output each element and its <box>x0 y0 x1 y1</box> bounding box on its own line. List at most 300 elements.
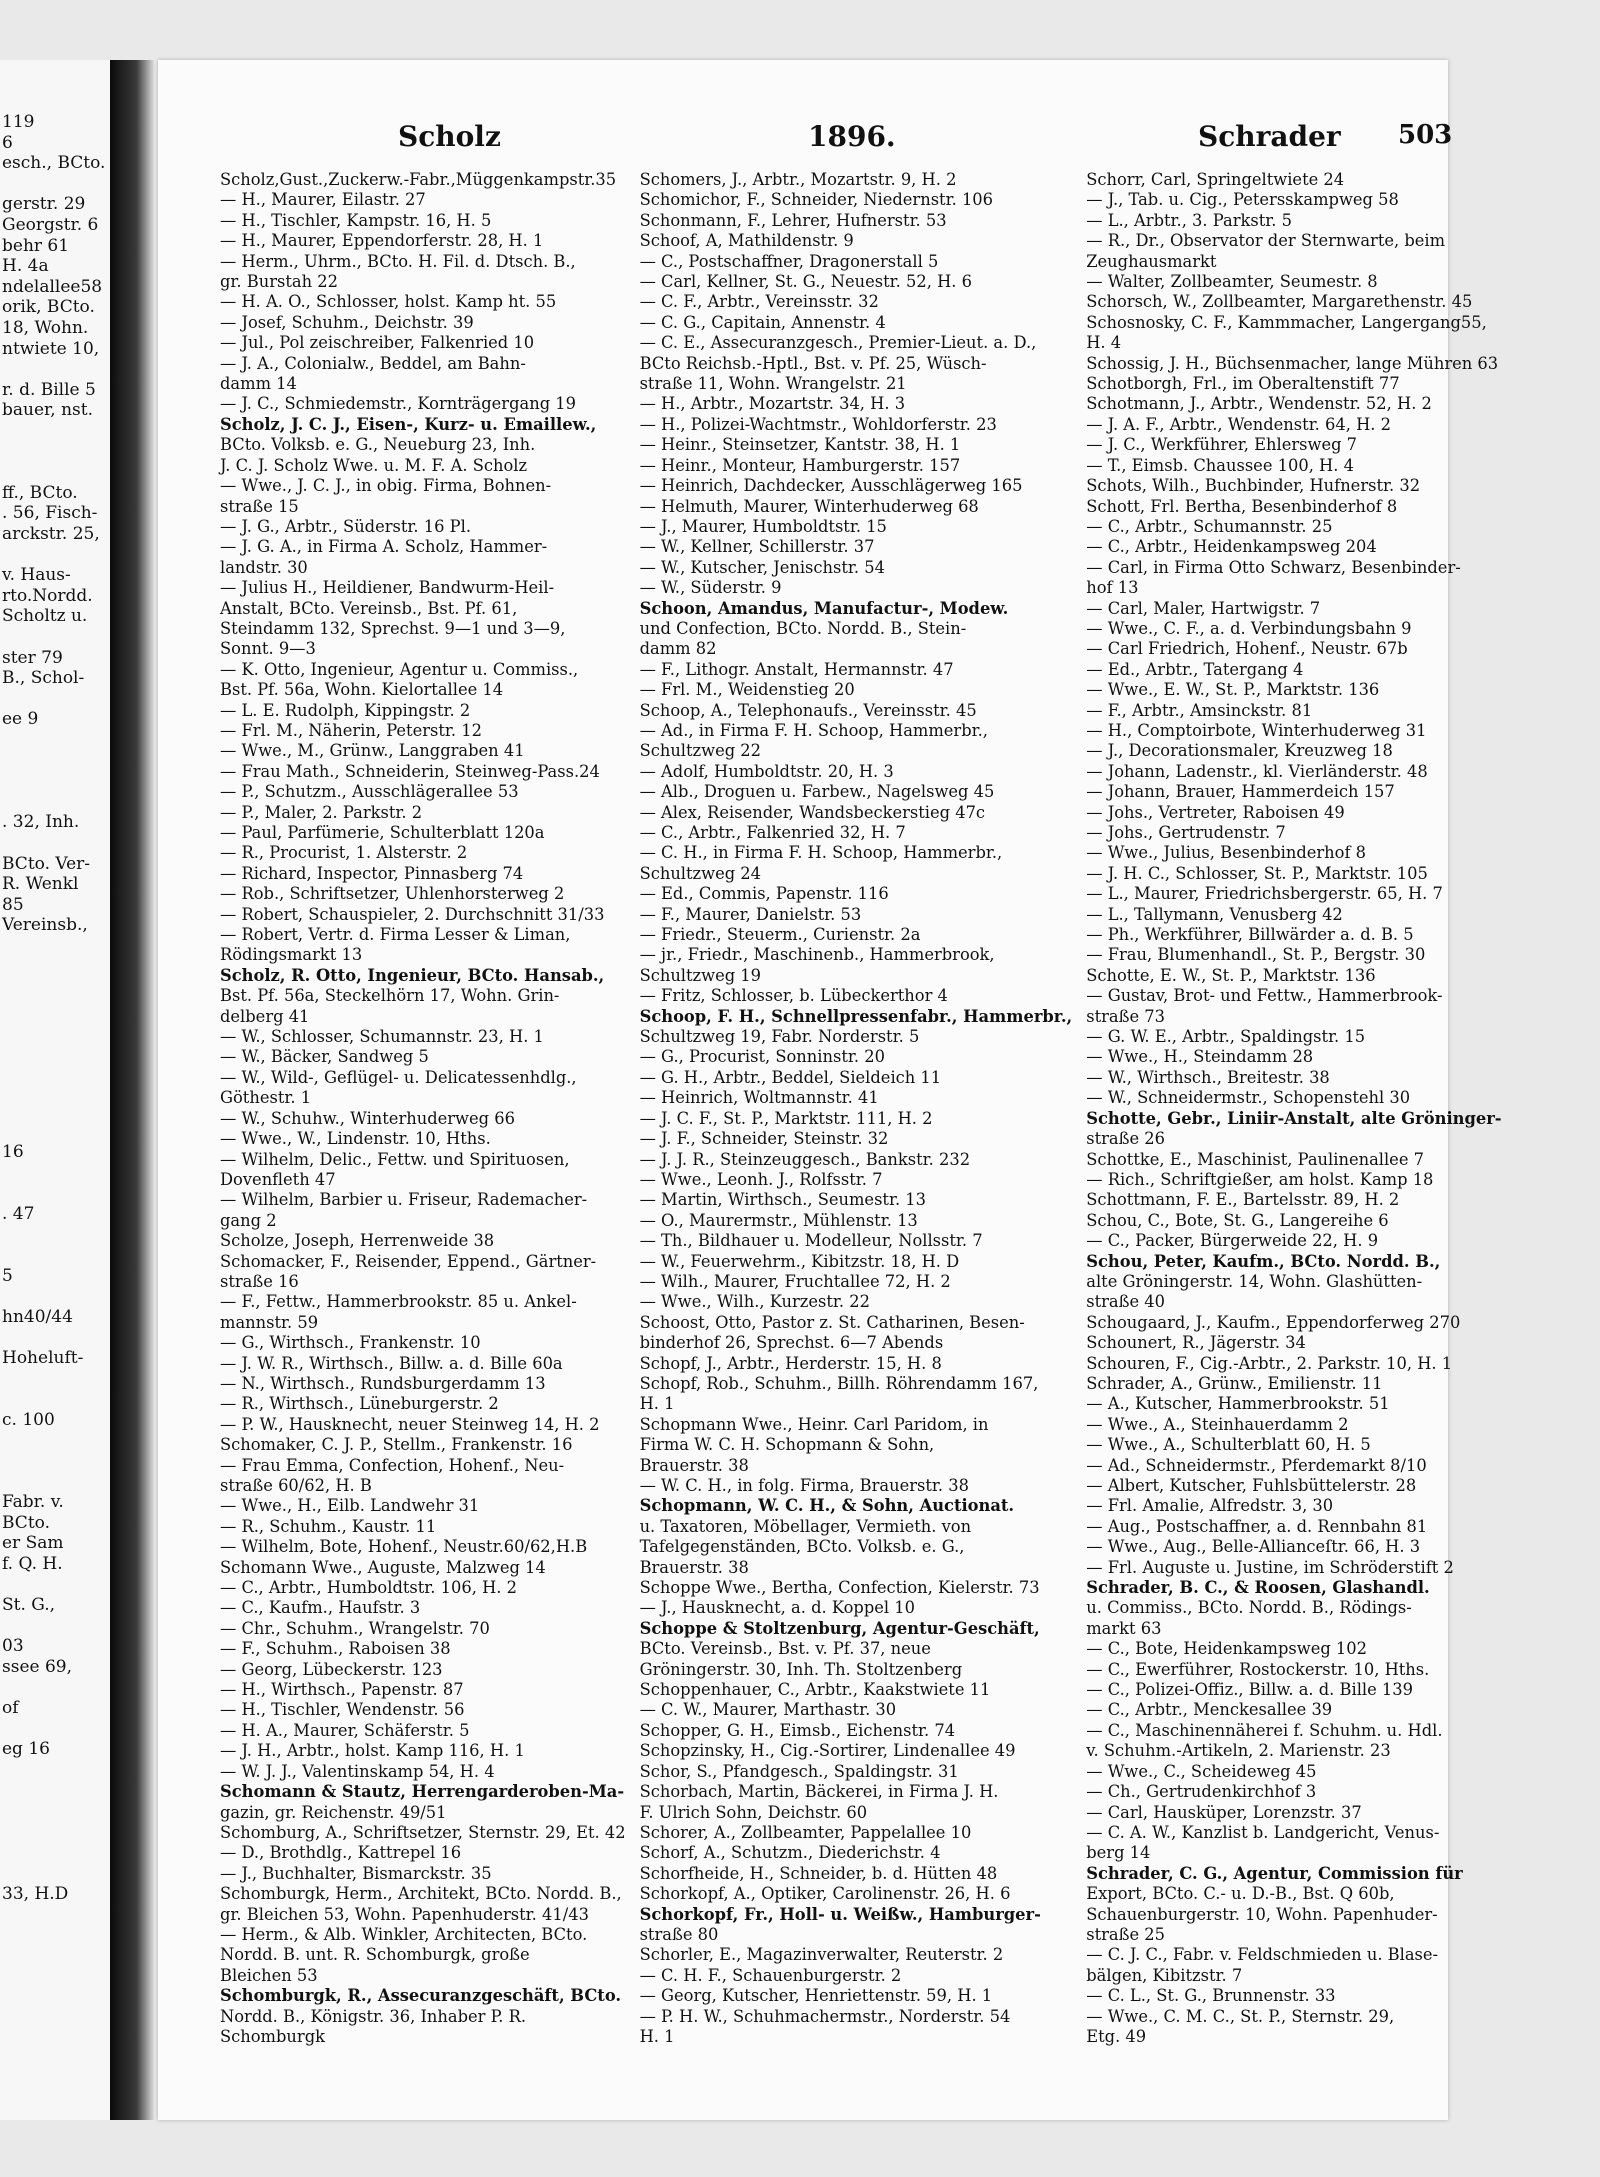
directory-entry: — Th., Bildhauer u. Modelleur, Nollsstr. 7 <box>639 1231 983 1251</box>
directory-entry: — Wwe., H., Steindamm 28 <box>1086 1047 1314 1067</box>
directory-entry: — Frl. Amalie, Alfredstr. 3, 30 <box>1086 1496 1334 1516</box>
directory-entry: — J. F., Schneider, Steinstr. 32 <box>639 1129 889 1149</box>
previous-page-text: arckstr. 25, <box>2 524 100 544</box>
directory-entry: — H., Maurer, Eilastr. 27 <box>220 190 426 210</box>
directory-entry: — W., Schuhw., Winterhuderweg 66 <box>220 1108 515 1128</box>
directory-entry: alte Gröningerstr. 14, Wohn. Glashütten- <box>1086 1271 1423 1291</box>
directory-entry: — W. C. H., in folg. Firma, Brauerstr. 38 <box>639 1476 969 1495</box>
previous-page-text: bauer, nst. <box>2 400 94 421</box>
previous-page-text: 119 <box>2 112 35 132</box>
directory-entry: — Wilhelm, Bote, Hohenf., Neustr.60/62,H.B <box>220 1537 588 1557</box>
directory-entry: H. 4 <box>1086 333 1122 353</box>
directory-entry: — W., Wild-, Geflügel- u. Delicatessenhdlg., <box>220 1067 577 1087</box>
directory-entry: — W., Schneidermstr., Schopenstehl 30 <box>1086 1088 1411 1108</box>
directory-entry: — W., Kutscher, Jenischstr. 54 <box>639 557 885 577</box>
header-year: 1896. <box>808 120 896 153</box>
previous-page-text: behr 61 <box>2 235 70 256</box>
directory-entry: — C. H., in Firma F. H. Schoop, Hammerbr., <box>639 843 1003 863</box>
directory-entry: — W. J. J., Valentinskamp 54, H. 4 <box>220 1761 495 1781</box>
directory-entry: Schultzweg 24 <box>639 863 762 883</box>
directory-entry: Etg. 49 <box>1086 2026 1147 2046</box>
directory-entry: — H. A., Maurer, Schäferstr. 5 <box>220 1720 470 1740</box>
directory-entry: Schorbach, Martin, Bäckerei, in Firma J. H. <box>639 1782 999 1802</box>
directory-entry: — J., Hausknecht, a. d. Koppel 10 <box>639 1598 915 1618</box>
directory-entry: — Wwe., C. M. C., St. P., Sternstr. 29, <box>1086 2006 1395 2026</box>
directory-entry: Schomburgk, Herm., Architekt, BCto. Nordd. B., <box>220 1884 622 1904</box>
directory-entry: — Ad., Schneidermstr., Pferdemarkt 8/10 <box>1086 1455 1427 1475</box>
directory-entry: Schrader, B. C., & Roosen, Glashandl. <box>1086 1578 1430 1598</box>
previous-page-text: ndelallee58 <box>2 276 103 297</box>
previous-page-text: v. Haus- <box>2 565 71 586</box>
directory-entry: Brauerstr. 38 <box>639 1455 749 1475</box>
directory-entry: — Carl, in Firma Otto Schwarz, Besenbinder- <box>1086 557 1461 577</box>
previous-page-text: er Sam <box>2 1533 64 1554</box>
directory-entry: — P., Maler, 2. Parkstr. 2 <box>220 802 423 822</box>
directory-entry: — J. W. R., Wirthsch., Billw. a. d. Bille 60a <box>220 1353 563 1373</box>
directory-entry: H. 1 <box>639 1394 675 1414</box>
directory-entry: straße 11, Wohn. Wrangelstr. 21 <box>639 374 907 394</box>
directory-entry: — W., Wirthsch., Breitestr. 38 <box>1086 1067 1330 1087</box>
directory-entry: — F., Schuhm., Raboisen 38 <box>220 1639 451 1659</box>
previous-page-text: eg 16 <box>2 1739 50 1760</box>
previous-page-text: Hoheluft- <box>2 1348 84 1368</box>
previous-page-text: St. G., <box>2 1595 56 1616</box>
directory-entry: Schoop, F. H., Schnellpressenfabr., Hammerbr., <box>639 1006 1073 1026</box>
directory-entry: Schopf, J., Arbtr., Herderstr. 15, H. 8 <box>639 1353 942 1373</box>
directory-entry: Scholz, J. C. J., Eisen-, Kurz- u. Emaillew., <box>220 414 597 434</box>
previous-page-text: ssee 69, <box>2 1657 73 1677</box>
directory-entry: — L. E. Rudolph, Kippingstr. 2 <box>220 700 471 720</box>
directory-entry: — Heinrich, Woltmannstr. 41 <box>639 1088 879 1108</box>
directory-entry: — Carl, Hausküper, Lorenzstr. 37 <box>1086 1802 1362 1822</box>
directory-entry: — J. J. R., Steinzeuggesch., Bankstr. 232 <box>639 1149 971 1169</box>
directory-entry: — L., Arbtr., 3. Parkstr. 5 <box>1086 210 1292 230</box>
directory-entry: Schorfheide, H., Schneider, b. d. Hütten 48 <box>639 1863 998 1883</box>
directory-entry: Schultzweg 22 <box>639 741 762 761</box>
directory-entry: — Aug., Postschaffner, a. d. Rennbahn 81 <box>1086 1516 1428 1536</box>
directory-entry: — R., Wirthsch., Lüneburgerstr. 2 <box>220 1394 499 1414</box>
directory-entry: — Robert, Vertr. d. Firma Lesser & Liman, <box>220 925 571 945</box>
directory-entry: — Rich., Schriftgießer, am holst. Kamp 18 <box>1086 1169 1434 1189</box>
directory-page <box>158 60 1502 2120</box>
directory-entry: Tafelgegenständen, BCto. Volksb. e. G., <box>639 1537 965 1557</box>
column-3 <box>1086 170 1502 2046</box>
previous-page-text: . 56, Fisch- <box>2 503 98 524</box>
directory-entry: — Carl Friedrich, Hohenf., Neustr. 67b <box>1086 639 1408 659</box>
directory-entry: — C., Arbtr., Menckesallee 39 <box>1086 1700 1333 1720</box>
column-1 <box>220 170 626 2046</box>
directory-entry: Schorkopf, A., Optiker, Carolinenstr. 26, H. 6 <box>639 1884 1011 1904</box>
previous-page-text: ntwiete 10, <box>2 338 100 359</box>
directory-entry: F. Ulrich Sohn, Deichstr. 60 <box>639 1802 868 1822</box>
directory-entry: straße 60/62, H. B <box>220 1476 372 1495</box>
directory-entry: Schorr, Carl, Springeltwiete 24 <box>1086 170 1345 189</box>
directory-entry: — Wwe., A., Steinhauerdamm 2 <box>1086 1414 1349 1434</box>
directory-entry: — J., Maurer, Humboldtstr. 15 <box>639 516 887 536</box>
directory-entry: — K. Otto, Ingenieur, Agentur u. Commiss., <box>220 659 579 679</box>
directory-entry: Schou, C., Bote, St. G., Langereihe 6 <box>1086 1210 1389 1230</box>
directory-entry: straße 16 <box>220 1271 299 1291</box>
directory-entry: — C., Maschinennäherei f. Schuhm. u. Hdl. <box>1086 1720 1443 1740</box>
directory-entry: — R., Procurist, 1. Alsterstr. 2 <box>220 843 468 863</box>
directory-entry: straße 73 <box>1086 1006 1166 1026</box>
directory-entry: — C., Arbtr., Schumannstr. 25 <box>1086 516 1333 536</box>
directory-entry: damm 14 <box>220 374 297 394</box>
directory-entry: — H., Tischler, Kampstr. 16, H. 5 <box>220 210 492 230</box>
directory-entry: Schomers, J., Arbtr., Mozartstr. 9, H. 2 <box>639 170 957 189</box>
directory-entry: Scholz, R. Otto, Ingenieur, BCto. Hansab., <box>220 965 605 985</box>
previous-page-text: 18, Wohn. <box>2 318 89 338</box>
directory-entry: Schossig, J. H., Büchsenmacher, lange Mühren 63 <box>1086 353 1499 373</box>
directory-entry: straße 80 <box>639 1924 719 1944</box>
directory-entry: Schor, S., Pfandgesch., Spaldingstr. 31 <box>639 1761 959 1781</box>
directory-entry: — Frl. M., Näherin, Peterstr. 12 <box>220 720 482 740</box>
directory-entry: Gröningerstr. 30, Inh. Th. Stoltzenberg <box>639 1659 963 1679</box>
directory-entry: — Frau, Blumenhandl., St. P., Bergstr. 30 <box>1086 945 1426 965</box>
directory-entry: — C., Ewerführer, Rostockerstr. 10, Hths. <box>1086 1659 1430 1679</box>
directory-entry: Schopmann Wwe., Heinr. Carl Paridom, in <box>639 1414 989 1434</box>
directory-entry: u. Taxatoren, Möbellager, Vermieth. von <box>639 1516 972 1536</box>
directory-entry: Schonmann, F., Lehrer, Hufnerstr. 53 <box>639 210 947 230</box>
directory-entry: — Alb., Droguen u. Farbew., Nagelsweg 45 <box>639 782 995 802</box>
directory-entry: — A., Kutscher, Hammerbrookstr. 51 <box>1086 1394 1390 1414</box>
directory-entry: — Heinr., Steinsetzer, Kantstr. 38, H. 1 <box>639 435 961 455</box>
directory-entry: Schottke, E., Maschinist, Paulinenallee 7 <box>1086 1149 1424 1169</box>
directory-entry: — C. E., Assecuranzgesch., Premier-Lieut. a. D., <box>639 333 1037 353</box>
directory-entry: — Heinr., Monteur, Hamburgerstr. 157 <box>639 455 961 475</box>
directory-entry: Export, BCto. C.- u. D.-B., Bst. Q 60b, <box>1086 1884 1395 1904</box>
directory-entry: — J. C., Werkführer, Ehlersweg 7 <box>1086 435 1358 455</box>
directory-entry: mannstr. 59 <box>220 1312 319 1332</box>
directory-entry: gr. Bleichen 53, Wohn. Papenhuderstr. 41/43 <box>220 1904 589 1924</box>
directory-entry: — H., Arbtr., Mozartstr. 34, H. 3 <box>639 394 906 414</box>
directory-entry: — J., Tab. u. Cig., Petersskampweg 58 <box>1086 190 1399 210</box>
directory-entry: Scholz,Gust.,Zuckerw.-Fabr.,Müggenkampstr.35 <box>220 170 617 189</box>
directory-entry: Schomburgk, R., Assecuranzgeschäft, BCto. <box>220 1986 622 2006</box>
directory-entry: und Confection, BCto. Nordd. B., Stein- <box>639 618 967 638</box>
previous-page-text: 85 <box>2 894 24 915</box>
directory-entry: Schomaker, C. J. P., Stellm., Frankenstr. 16 <box>220 1435 573 1455</box>
directory-entry: Bst. Pf. 56a, Wohn. Kielortallee 14 <box>220 680 504 700</box>
directory-entry: — R., Schuhm., Kaustr. 11 <box>220 1516 437 1536</box>
page-number: 503 <box>1398 120 1453 150</box>
previous-page-text: ff., BCto. <box>2 482 78 503</box>
directory-entry: Schoon, Amandus, Manufactur-, Modew. <box>639 598 1009 618</box>
directory-entry: straße 26 <box>1086 1129 1166 1149</box>
directory-entry: Bst. Pf. 56a, Steckelhörn 17, Wohn. Grin- <box>220 986 560 1006</box>
directory-entry: — J., Decorationsmaler, Kreuzweg 18 <box>1086 741 1393 761</box>
directory-entry: Schultzweg 19 <box>639 965 762 985</box>
directory-entry: Schouren, F., Cig.-Arbtr., 2. Parkstr. 10, H. 1 <box>1086 1353 1453 1373</box>
directory-entry: — C., Arbtr., Falkenried 32, H. 7 <box>639 823 906 842</box>
directory-entry: — F., Arbtr., Amsinckstr. 81 <box>1086 700 1313 720</box>
directory-entry: — jr., Friedr., Maschinenb., Hammerbrook, <box>639 945 995 965</box>
directory-entry: Schultzweg 19, Fabr. Norderstr. 5 <box>639 1027 920 1047</box>
directory-entry: — Johs., Vertreter, Raboisen 49 <box>1086 802 1345 822</box>
previous-page-text: ee 9 <box>2 709 39 730</box>
directory-entry: Nordd. B., Königstr. 36, Inhaber P. R. <box>220 2006 527 2026</box>
directory-entry: — Heinrich, Dachdecker, Ausschlägerweg 165 <box>639 476 1023 496</box>
directory-entry: — Rob., Schriftsetzer, Uhlenhorsterweg 2 <box>220 884 565 904</box>
directory-entry: Schou, Peter, Kaufm., BCto. Nordd. B., <box>1086 1251 1441 1271</box>
directory-entry: — G., Wirthsch., Frankenstr. 10 <box>220 1333 481 1353</box>
directory-entry: Schomacker, F., Reisender, Eppend., Gärtner- <box>220 1251 597 1271</box>
directory-entry: Schrader, C. G., Agentur, Commission für <box>1086 1863 1463 1883</box>
directory-entry: straße 40 <box>1086 1292 1166 1312</box>
directory-entry: — Johann, Ladenstr., kl. Vierländerstr. 48 <box>1086 761 1428 781</box>
book-spine <box>110 60 154 2120</box>
directory-entry: — Fritz, Schlosser, b. Lübeckerthor 4 <box>639 986 948 1006</box>
directory-entry: binderhof 26, Sprechst. 6—7 Abends <box>639 1333 944 1353</box>
previous-page-text: Scholtz u. <box>2 606 88 627</box>
directory-entry: — Herm., Uhrm., BCto. H. Fil. d. Dtsch. B., <box>220 251 576 271</box>
previous-page-text: of <box>2 1698 19 1719</box>
previous-page-text: r. d. Bille 5 <box>2 379 96 400</box>
previous-page-text: Vereinsb., <box>2 915 88 936</box>
directory-entry: Schoost, Otto, Pastor z. St. Catharinen, Besen- <box>639 1312 1025 1332</box>
directory-entry: — H., Wirthsch., Papenstr. 87 <box>220 1680 464 1700</box>
directory-entry: — Martin, Wirthsch., Seumestr. 13 <box>639 1190 927 1210</box>
directory-entry: — Frl. M., Weidenstieg 20 <box>639 680 855 700</box>
directory-entry: — G. W. E., Arbtr., Spaldingstr. 15 <box>1086 1027 1366 1047</box>
directory-entry: Dovenfleth 47 <box>220 1169 336 1189</box>
directory-entry: Rödingsmarkt 13 <box>220 945 363 965</box>
directory-entry: Schopzinsky, H., Cig.-Sortirer, Lindenallee 49 <box>639 1741 1016 1761</box>
directory-entry: — Gustav, Brot- und Fettw., Hammerbrook- <box>1086 986 1443 1006</box>
directory-entry: — Friedr., Steuerm., Curienstr. 2a <box>639 925 921 945</box>
directory-entry: — Wwe., A., Schulterblatt 60, H. 5 <box>1086 1435 1371 1455</box>
directory-entry: Schomann Wwe., Auguste, Malzweg 14 <box>220 1557 546 1577</box>
directory-entry: Schotte, Gebr., Liniir-Anstalt, alte Gröninger- <box>1086 1108 1502 1128</box>
directory-entry: landstr. 30 <box>220 557 308 577</box>
directory-entry: — J. H. C., Schlosser, St. P., Marktstr. 105 <box>1086 863 1428 883</box>
directory-entry: — F., Maurer, Danielstr. 53 <box>639 904 862 924</box>
directory-entry: Schorkopf, Fr., Holl- u. Weißw., Hamburger- <box>639 1904 1041 1924</box>
directory-entry: — Johann, Brauer, Hammerdeich 157 <box>1086 782 1395 802</box>
previous-page-text: c. 100 <box>2 1409 55 1430</box>
directory-entry: — Wwe., J. C. J., in obig. Firma, Bohnen- <box>220 476 552 496</box>
directory-entry: — G. H., Arbtr., Beddel, Sieldeich 11 <box>639 1067 942 1087</box>
previous-page-text: Fabr. v. <box>2 1492 64 1513</box>
directory-entry: Schopf, Rob., Schuhm., Billh. Röhrendamm 167, <box>639 1373 1039 1393</box>
directory-entry: — H., Tischler, Wendenstr. 56 <box>220 1700 465 1720</box>
directory-entry: Firma W. C. H. Schopmann & Sohn, <box>639 1435 935 1455</box>
previous-page-text: BCto. <box>2 1512 50 1533</box>
previous-page-text: hn40/44 <box>2 1306 73 1327</box>
directory-entry: Scholze, Joseph, Herrenweide 38 <box>220 1231 495 1251</box>
directory-entry: Schoppenhauer, C., Arbtr., Kaakstwiete 11 <box>639 1680 991 1700</box>
directory-entry: — Georg, Kutscher, Henriettenstr. 59, H. 1 <box>639 1986 993 2006</box>
directory-entry: Schougaard, J., Kaufm., Eppendorferweg 270 <box>1086 1312 1461 1332</box>
directory-entry: — Julius H., Heildiener, Bandwurm-Heil- <box>220 578 555 598</box>
directory-entry: — Frl. Auguste u. Justine, im Schröderstift 2 <box>1086 1557 1454 1577</box>
previous-page-text: 5 <box>2 1265 13 1286</box>
directory-entry: Zeughausmarkt <box>1086 251 1217 271</box>
directory-entry: — O., Maurermstr., Mühlenstr. 13 <box>639 1210 918 1230</box>
directory-entry: — H., Comptoirbote, Winterhuderweg 31 <box>1086 720 1427 740</box>
directory-entry: Nordd. B. unt. R. Schomburgk, große <box>220 1945 530 1965</box>
directory-entry: — P. H. W., Schuhmachermstr., Norderstr. 54 <box>639 2006 1011 2026</box>
previous-page-text: gerstr. 29 <box>2 194 86 215</box>
directory-entry: BCto. Volksb. e. G., Neueburg 23, Inh. <box>220 435 536 455</box>
directory-entry: — J. G. A., in Firma A. Scholz, Hammer- <box>220 537 548 557</box>
previous-page-text: . 47 <box>2 1203 35 1224</box>
directory-entry: markt 63 <box>1086 1618 1162 1638</box>
directory-entry: — W., Kellner, Schillerstr. 37 <box>639 537 875 557</box>
directory-entry: berg 14 <box>1086 1843 1151 1863</box>
directory-entry: — J. C., Schmiedemstr., Kornträgergang 19 <box>220 394 577 414</box>
directory-entry: — C. G., Capitain, Annenstr. 4 <box>639 312 886 332</box>
directory-entry: Schorsch, W., Zollbeamter, Margarethenstr. 45 <box>1086 292 1473 312</box>
directory-entry: — C., Postschaffner, Dragonerstall 5 <box>639 251 939 271</box>
directory-entry: Schoop, A., Telephonaufs., Vereinsstr. 45 <box>639 700 977 720</box>
directory-entry: Schotte, E. W., St. P., Marktstr. 136 <box>1086 965 1376 985</box>
directory-entry: — H. A. O., Schlosser, holst. Kamp ht. 55 <box>220 292 557 312</box>
directory-entry: H. 1 <box>639 2026 675 2046</box>
directory-entry: — C., Arbtr., Heidenkampsweg 204 <box>1086 537 1377 557</box>
page-header <box>158 120 1453 160</box>
previous-page-text: 16 <box>2 1142 24 1162</box>
directory-entry: — N., Wirthsch., Rundsburgerdamm 13 <box>220 1373 546 1393</box>
directory-entry: — Wwe., M., Grünw., Langgraben 41 <box>220 741 525 761</box>
directory-entry: — Jul., Pol zeischreiber, Falkenried 10 <box>220 333 535 353</box>
directory-entry: — Josef, Schuhm., Deichstr. 39 <box>220 312 474 332</box>
directory-entry: — C. W., Maurer, Marthastr. 30 <box>639 1700 897 1720</box>
directory-entry: — Wilhelm, Delic., Fettw. und Spirituosen, <box>220 1149 570 1169</box>
directory-entry: — Ch., Gertrudenkirchhof 3 <box>1086 1782 1317 1802</box>
directory-entry: — R., Dr., Observator der Sternwarte, beim <box>1086 231 1446 251</box>
directory-entry: — W., Feuerwehrm., Kibitzstr. 18, H. D <box>639 1251 960 1271</box>
directory-entry: — Frau Emma, Confection, Hohenf., Neu- <box>220 1455 565 1475</box>
directory-entry: Schorer, A., Zollbeamter, Pappelallee 10 <box>639 1822 972 1842</box>
directory-entry: — Ed., Arbtr., Tatergang 4 <box>1086 659 1304 679</box>
directory-entry: — F., Lithogr. Anstalt, Hermannstr. 47 <box>639 659 954 679</box>
previous-page-text: ster 79 <box>2 647 63 668</box>
directory-entry: — Wwe., Julius, Besenbinderhof 8 <box>1086 843 1367 863</box>
directory-entry: — C. A. W., Kanzlist b. Landgericht, Venus- <box>1086 1822 1440 1842</box>
directory-entry: — Paul, Parfümerie, Schulterblatt 120a <box>220 823 545 842</box>
directory-entry: — Wilh., Maurer, Fruchtallee 72, H. 2 <box>639 1271 951 1291</box>
directory-entry: — Ad., in Firma F. H. Schoop, Hammerbr., <box>639 720 988 740</box>
directory-entry: Schorf, A., Schutzm., Diederichstr. 4 <box>639 1843 941 1863</box>
directory-entry: Schrader, A., Grünw., Emilienstr. 11 <box>1086 1373 1383 1393</box>
directory-entry: — W., Süderstr. 9 <box>639 578 782 598</box>
directory-entry: — Frau Math., Schneiderin, Steinweg-Pass.24 <box>220 761 600 781</box>
directory-entry: — J. C. F., St. P., Marktstr. 111, H. 2 <box>639 1108 933 1128</box>
directory-entry: — C., Polizei-Offiz., Billw. a. d. Bille 139 <box>1086 1680 1413 1700</box>
directory-entry: — Wwe., E. W., St. P., Marktstr. 136 <box>1086 680 1380 700</box>
directory-entry: — H., Polizei-Wachtmstr., Wohldorferstr. 23 <box>639 414 997 434</box>
directory-entry: — Herm., & Alb. Winkler, Architecten, BCto. <box>220 1924 588 1944</box>
directory-entry: — C. J. C., Fabr. v. Feldschmieden u. Blase- <box>1086 1945 1439 1965</box>
directory-entry: Brauerstr. 38 <box>639 1557 749 1577</box>
directory-entry: Schosnosky, C. F., Kammmacher, Langergang55, <box>1086 312 1487 332</box>
directory-entry: Schoppe Wwe., Bertha, Confection, Kielerstr. 73 <box>639 1578 1040 1598</box>
directory-entry: straße 25 <box>1086 1924 1166 1944</box>
directory-entry: — C. L., St. G., Brunnenstr. 33 <box>1086 1986 1336 2006</box>
directory-entry: — Walter, Zollbeamter, Seumestr. 8 <box>1086 272 1378 292</box>
directory-entry: gr. Burstah 22 <box>220 272 338 292</box>
directory-columns <box>220 170 1502 2046</box>
directory-entry: — Albert, Kutscher, Fuhlsbüttelerstr. 28 <box>1086 1476 1417 1495</box>
directory-entry: Schomann & Stautz, Herrengarderoben-Ma- <box>220 1782 625 1802</box>
directory-entry: — J. A., Colonialw., Beddel, am Bahn- <box>220 353 526 373</box>
directory-entry: — Ed., Commis, Papenstr. 116 <box>639 884 889 904</box>
directory-entry: — Carl, Maler, Hartwigstr. 7 <box>1086 598 1321 618</box>
directory-entry: Schomichor, F., Schneider, Niedernstr. 106 <box>639 190 994 210</box>
directory-entry: straße 15 <box>220 496 299 516</box>
directory-entry: — P., Schutzm., Ausschlägerallee 53 <box>220 782 519 802</box>
directory-entry: — Helmuth, Maurer, Winterhuderweg 68 <box>639 496 979 516</box>
directory-entry: — Adolf, Humboldtstr. 20, H. 3 <box>639 761 894 781</box>
directory-entry: Schopmann, W. C. H., & Sohn, Auctionat. <box>639 1496 1015 1516</box>
previous-page-text: . 32, Inh. <box>2 812 80 833</box>
directory-entry: Schoof, A, Mathildenstr. 9 <box>639 231 854 251</box>
directory-entry: — D., Brothdlg., Kattrepel 16 <box>220 1843 462 1863</box>
directory-entry: Schott, Frl. Bertha, Besenbinderhof 8 <box>1086 496 1398 516</box>
previous-page-fragment <box>0 60 112 2120</box>
directory-entry: Sonnt. 9—3 <box>220 639 316 659</box>
previous-page-text: H. 4a <box>2 256 49 277</box>
directory-entry: Steindamm 132, Sprechst. 9—1 und 3—9, <box>220 618 566 638</box>
directory-entry: — H., Maurer, Eppendorferstr. 28, H. 1 <box>220 231 544 251</box>
directory-entry: — J. A. F., Arbtr., Wendenstr. 64, H. 2 <box>1086 414 1392 434</box>
directory-entry: Schomburgk <box>220 2026 325 2046</box>
directory-entry: Schoppe & Stoltzenburg, Agentur-Geschäft, <box>639 1618 1040 1638</box>
directory-entry: — Wwe., Leonh. J., Rolfsstr. 7 <box>639 1169 883 1189</box>
directory-entry: — Wwe., Aug., Belle-Allianceſtr. 66, H. 3 <box>1086 1537 1421 1557</box>
directory-entry: hof 13 <box>1086 578 1139 598</box>
directory-entry: Schomburg, A., Schriftsetzer, Sternstr. 29, Et. 42 <box>220 1822 626 1842</box>
directory-entry: BCto. Vereinsb., Bst. v. Pf. 37, neue <box>639 1639 931 1659</box>
header-right-keyword: Schrader <box>1198 120 1341 153</box>
directory-entry: damm 82 <box>639 639 717 659</box>
directory-entry: — W., Bäcker, Sandweg 5 <box>220 1047 429 1067</box>
directory-entry: — J. H., Arbtr., holst. Kamp 116, H. 1 <box>220 1741 525 1761</box>
directory-entry: — G., Procurist, Sonninstr. 20 <box>639 1047 885 1067</box>
directory-entry: Schotmann, J., Arbtr., Wendenstr. 52, H. 2 <box>1086 394 1432 414</box>
directory-entry: — C. H. F., Schauenburgerstr. 2 <box>639 1965 902 1985</box>
directory-entry: Bleichen 53 <box>220 1965 318 1985</box>
directory-entry: Göthestr. 1 <box>220 1088 312 1108</box>
directory-entry: J. C. J. Scholz Wwe. u. M. F. A. Scholz <box>220 455 528 475</box>
previous-page-text: 33, H.D <box>2 1883 69 1904</box>
previous-page-text: f. Q. H. <box>2 1554 63 1574</box>
directory-entry: — F., Fettw., Hammerbrookstr. 85 u. Ankel- <box>220 1292 577 1312</box>
directory-entry: — T., Eimsb. Chaussee 100, H. 4 <box>1086 455 1354 475</box>
directory-entry: v. Schuhm.-Artikeln, 2. Marienstr. 23 <box>1086 1741 1391 1761</box>
directory-entry: — Alex, Reisender, Wandsbeckerstieg 47c <box>639 802 986 822</box>
directory-entry: Schauenburgerstr. 10, Wohn. Papenhuder- <box>1086 1904 1438 1924</box>
directory-entry: — Wwe., C. F., a. d. Verbindungsbahn 9 <box>1086 618 1412 638</box>
previous-page-text: esch., BCto. <box>2 153 106 174</box>
header-left-keyword: Scholz <box>398 120 501 153</box>
directory-entry: — Wwe., Wilh., Kurzestr. 22 <box>639 1292 870 1312</box>
directory-entry: — Ph., Werkführer, Billwärder a. d. B. 5 <box>1086 925 1414 945</box>
directory-entry: delberg 41 <box>220 1006 310 1026</box>
directory-entry: bälgen, Kibitzstr. 7 <box>1086 1965 1243 1985</box>
previous-page-text: orik, BCto. <box>2 297 95 318</box>
directory-entry: — C., Bote, Heidenkampsweg 102 <box>1086 1639 1368 1659</box>
directory-entry: Schotborgh, Frl., im Oberaltenstift 77 <box>1086 374 1400 394</box>
directory-entry: — C. F., Arbtr., Vereinsstr. 32 <box>639 292 879 312</box>
directory-entry: BCto Reichsb.-Hptl., Bst. v. Pf. 25, Wüsch- <box>639 353 987 373</box>
previous-page-text: B., Schol- <box>2 668 85 689</box>
directory-entry: — Chr., Schuhm., Wrangelstr. 70 <box>220 1618 490 1638</box>
directory-entry: gazin, gr. Reichenstr. 49/51 <box>220 1802 447 1822</box>
directory-entry: — J., Buchhalter, Bismarckstr. 35 <box>220 1863 492 1883</box>
directory-entry: gang 2 <box>220 1210 277 1230</box>
